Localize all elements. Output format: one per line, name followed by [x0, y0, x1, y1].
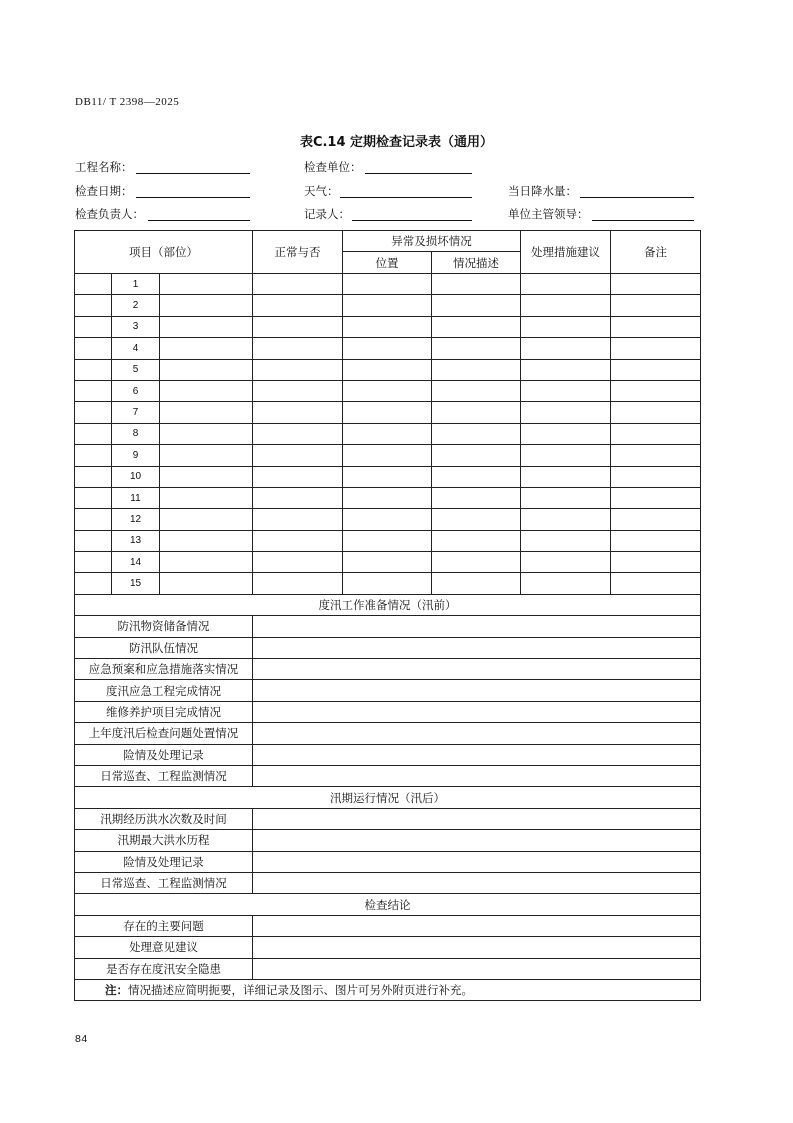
position-cell[interactable] — [343, 552, 432, 573]
header-position: 位置 — [343, 252, 432, 274]
table-row — [75, 466, 701, 487]
category-cell[interactable] — [75, 466, 112, 487]
project-name-field[interactable] — [75, 159, 133, 175]
weather-field[interactable] — [304, 183, 339, 199]
row-value[interactable] — [253, 958, 701, 979]
description-cell[interactable] — [432, 338, 521, 359]
unit-leader-label: 单位主管领导： — [508, 207, 589, 221]
position-cell[interactable] — [343, 445, 432, 466]
category-cell[interactable] — [75, 359, 112, 380]
measures-cell[interactable] — [521, 295, 611, 316]
row-value[interactable] — [253, 937, 701, 958]
section-header-conclusion — [75, 894, 701, 915]
part-cell[interactable] — [160, 402, 253, 423]
row-value[interactable] — [253, 659, 701, 680]
table-row — [75, 872, 701, 893]
inspection-unit-label: 检查单位： — [304, 160, 362, 174]
row-label: 度汛应急工程完成情况 — [75, 680, 253, 701]
measures-cell[interactable] — [521, 445, 611, 466]
category-cell[interactable] — [75, 338, 112, 359]
normal-cell[interactable] — [253, 402, 343, 423]
description-cell[interactable] — [432, 509, 521, 530]
position-cell[interactable] — [343, 487, 432, 508]
inspection-lead-label: 检查负责人： — [75, 207, 144, 221]
row-value[interactable] — [253, 723, 701, 744]
part-cell[interactable] — [160, 573, 253, 594]
description-cell[interactable] — [432, 359, 521, 380]
row-label: 汛期最大洪水历程 — [75, 830, 253, 851]
measures-cell[interactable] — [521, 552, 611, 573]
table-title: 表C.14 定期检查记录表（通用） — [299, 135, 494, 150]
table-row — [75, 744, 701, 765]
normal-cell[interactable] — [253, 552, 343, 573]
project-name-label: 工程名称： — [75, 160, 133, 174]
row-number: 14 — [112, 552, 160, 573]
section-header-pre-flood — [75, 594, 701, 615]
remarks-cell[interactable] — [611, 359, 701, 380]
inspection-date-line — [136, 197, 250, 198]
table-row — [75, 616, 701, 637]
category-cell[interactable] — [75, 509, 112, 530]
table-row — [75, 937, 701, 958]
inspection-lead-line — [148, 220, 250, 221]
row-label: 处理意见建议 — [75, 937, 253, 958]
unit-leader-field[interactable] — [508, 206, 589, 222]
measures-cell[interactable] — [521, 316, 611, 337]
recorder-field[interactable] — [304, 206, 350, 222]
recorder-line — [352, 220, 472, 221]
position-cell[interactable] — [343, 359, 432, 380]
measures-cell[interactable] — [521, 487, 611, 508]
normal-cell[interactable] — [253, 380, 343, 401]
row-number: 3 — [112, 316, 160, 337]
measures-cell[interactable] — [521, 402, 611, 423]
position-cell[interactable] — [343, 295, 432, 316]
row-number: 12 — [112, 509, 160, 530]
category-cell[interactable] — [75, 295, 112, 316]
description-cell[interactable] — [432, 423, 521, 444]
header-remarks: 备注 — [611, 231, 701, 274]
part-cell[interactable] — [160, 423, 253, 444]
position-cell[interactable] — [343, 380, 432, 401]
header-normal: 正常与否 — [253, 231, 343, 274]
description-cell[interactable] — [432, 573, 521, 594]
part-cell[interactable] — [160, 530, 253, 551]
rainfall-field[interactable] — [508, 183, 577, 199]
description-cell[interactable] — [432, 402, 521, 423]
table-row — [75, 723, 701, 744]
recorder-label: 记录人： — [304, 207, 350, 221]
row-number: 8 — [112, 423, 160, 444]
inspection-unit-line — [365, 173, 472, 174]
section-title-conclusion: 检查结论 — [75, 894, 701, 915]
table-row — [75, 487, 701, 508]
remarks-cell[interactable] — [611, 466, 701, 487]
category-cell[interactable] — [75, 530, 112, 551]
normal-cell[interactable] — [253, 359, 343, 380]
table-row — [75, 380, 701, 401]
row-value[interactable] — [253, 808, 701, 829]
table-row — [75, 423, 701, 444]
row-value[interactable] — [253, 872, 701, 893]
table-row — [75, 295, 701, 316]
category-cell[interactable] — [75, 316, 112, 337]
table-row — [75, 765, 701, 786]
description-cell[interactable] — [432, 552, 521, 573]
table-row — [75, 573, 701, 594]
row-value[interactable] — [253, 830, 701, 851]
row-number: 2 — [112, 295, 160, 316]
normal-cell[interactable] — [253, 423, 343, 444]
row-value[interactable] — [253, 637, 701, 658]
table-row — [75, 851, 701, 872]
table-row — [75, 445, 701, 466]
row-label: 汛期经历洪水次数及时间 — [75, 808, 253, 829]
part-cell[interactable] — [160, 487, 253, 508]
row-value[interactable] — [253, 744, 701, 765]
remarks-cell[interactable] — [611, 402, 701, 423]
rainfall-line — [580, 197, 694, 198]
row-number: 9 — [112, 445, 160, 466]
part-cell[interactable] — [160, 509, 253, 530]
row-number: 5 — [112, 359, 160, 380]
category-cell[interactable] — [75, 552, 112, 573]
row-number: 10 — [112, 466, 160, 487]
row-label: 防汛物资储备情况 — [75, 616, 253, 637]
row-value[interactable] — [253, 765, 701, 786]
category-cell[interactable] — [75, 274, 112, 295]
section-title-pre-flood: 度汛工作准备情况（汛前） — [75, 594, 701, 615]
table-row — [75, 509, 701, 530]
table-row — [75, 338, 701, 359]
table-row — [75, 701, 701, 722]
unit-leader-line — [592, 220, 694, 221]
row-value[interactable] — [253, 851, 701, 872]
header-abnormal: 异常及损坏情况 — [343, 231, 521, 252]
page-number: 84 — [75, 1033, 88, 1045]
position-cell[interactable] — [343, 402, 432, 423]
section-header-post-flood — [75, 787, 701, 808]
normal-cell[interactable] — [253, 338, 343, 359]
row-label: 上年度汛后检查问题处置情况 — [75, 723, 253, 744]
row-value[interactable] — [253, 915, 701, 936]
part-cell[interactable] — [160, 316, 253, 337]
description-cell[interactable] — [432, 445, 521, 466]
row-number: 15 — [112, 573, 160, 594]
part-cell[interactable] — [160, 445, 253, 466]
remarks-cell[interactable] — [611, 295, 701, 316]
remarks-cell[interactable] — [611, 380, 701, 401]
normal-cell[interactable] — [253, 509, 343, 530]
row-label: 险情及处理记录 — [75, 851, 253, 872]
table-row — [75, 915, 701, 936]
note-label: 注： — [105, 983, 128, 998]
row-number: 1 — [112, 274, 160, 295]
row-number: 13 — [112, 530, 160, 551]
row-label: 存在的主要问题 — [75, 915, 253, 936]
remarks-cell[interactable] — [611, 423, 701, 444]
part-cell[interactable] — [160, 359, 253, 380]
section-title-post-flood: 汛期运行情况（汛后） — [75, 787, 701, 808]
header-measures: 处理措施建议 — [521, 231, 611, 274]
description-cell[interactable] — [432, 295, 521, 316]
project-name-line — [136, 173, 250, 174]
description-cell[interactable] — [432, 530, 521, 551]
header-item: 项目（部位） — [75, 231, 253, 274]
table-row — [75, 659, 701, 680]
normal-cell[interactable] — [253, 466, 343, 487]
part-cell[interactable] — [160, 274, 253, 295]
remarks-cell[interactable] — [611, 509, 701, 530]
info-row-2 — [0, 183, 793, 199]
row-value[interactable] — [253, 701, 701, 722]
header-description: 情况描述 — [432, 252, 521, 274]
table-row — [75, 680, 701, 701]
measures-cell[interactable] — [521, 466, 611, 487]
table-row — [75, 830, 701, 851]
header-row-1 — [75, 231, 701, 252]
table-row — [75, 958, 701, 979]
note-cell — [75, 979, 701, 1000]
table-row — [75, 530, 701, 551]
remarks-cell[interactable] — [611, 573, 701, 594]
row-label: 维修养护项目完成情况 — [75, 701, 253, 722]
measures-cell[interactable] — [521, 338, 611, 359]
category-cell[interactable] — [75, 445, 112, 466]
description-cell[interactable] — [432, 274, 521, 295]
table-row — [75, 274, 701, 295]
row-label: 险情及处理记录 — [75, 744, 253, 765]
info-row-3 — [0, 206, 793, 222]
normal-cell[interactable] — [253, 274, 343, 295]
note-row — [75, 979, 701, 1000]
position-cell[interactable] — [343, 274, 432, 295]
normal-cell[interactable] — [253, 316, 343, 337]
normal-cell[interactable] — [253, 295, 343, 316]
row-label: 日常巡查、工程监测情况 — [75, 765, 253, 786]
category-cell[interactable] — [75, 380, 112, 401]
table-row — [75, 552, 701, 573]
table-row — [75, 808, 701, 829]
weather-label: 天气： — [304, 184, 339, 198]
row-label: 是否存在度汛安全隐患 — [75, 958, 253, 979]
weather-line — [340, 197, 472, 198]
category-cell[interactable] — [75, 487, 112, 508]
inspection-date-field[interactable] — [75, 183, 133, 199]
table-row — [75, 637, 701, 658]
description-cell[interactable] — [432, 466, 521, 487]
normal-cell[interactable] — [253, 530, 343, 551]
remarks-cell[interactable] — [611, 274, 701, 295]
row-number: 11 — [112, 487, 160, 508]
category-cell[interactable] — [75, 423, 112, 444]
remarks-cell[interactable] — [611, 338, 701, 359]
position-cell[interactable] — [343, 423, 432, 444]
position-cell[interactable] — [343, 338, 432, 359]
table-row — [75, 359, 701, 380]
position-cell[interactable] — [343, 316, 432, 337]
normal-cell[interactable] — [253, 445, 343, 466]
description-cell[interactable] — [432, 380, 521, 401]
part-cell[interactable] — [160, 466, 253, 487]
inspection-unit-field[interactable] — [304, 159, 362, 175]
table-row — [75, 316, 701, 337]
row-value[interactable] — [253, 680, 701, 701]
remarks-cell[interactable] — [611, 487, 701, 508]
part-cell[interactable] — [160, 552, 253, 573]
measures-cell[interactable] — [521, 423, 611, 444]
category-cell[interactable] — [75, 402, 112, 423]
part-cell[interactable] — [160, 338, 253, 359]
remarks-cell[interactable] — [611, 530, 701, 551]
info-row-1 — [0, 159, 793, 175]
position-cell[interactable] — [343, 509, 432, 530]
inspection-date-label: 检查日期： — [75, 184, 133, 198]
standard-code: DB11/ T 2398—2025 — [75, 96, 180, 108]
table-row — [75, 402, 701, 423]
measures-cell[interactable] — [521, 380, 611, 401]
measures-cell[interactable] — [521, 530, 611, 551]
part-cell[interactable] — [160, 295, 253, 316]
measures-cell[interactable] — [521, 359, 611, 380]
row-label: 防汛队伍情况 — [75, 637, 253, 658]
position-cell[interactable] — [343, 573, 432, 594]
remarks-cell[interactable] — [611, 316, 701, 337]
remarks-cell[interactable] — [611, 445, 701, 466]
row-value[interactable] — [253, 616, 701, 637]
row-label: 应急预案和应急措施落实情况 — [75, 659, 253, 680]
measures-cell[interactable] — [521, 573, 611, 594]
row-number: 6 — [112, 380, 160, 401]
inspection-record-table — [74, 230, 701, 1001]
inspection-lead-field[interactable] — [75, 206, 144, 222]
row-number: 7 — [112, 402, 160, 423]
rainfall-label: 当日降水量： — [508, 184, 577, 198]
description-cell[interactable] — [432, 487, 521, 508]
position-cell[interactable] — [343, 466, 432, 487]
measures-cell[interactable] — [521, 509, 611, 530]
note-text: 情况描述应简明扼要，详细记录及图示、图片可另外附页进行补充。 — [128, 983, 473, 998]
measures-cell[interactable] — [521, 274, 611, 295]
part-cell[interactable] — [160, 380, 253, 401]
normal-cell[interactable] — [253, 573, 343, 594]
row-label: 日常巡查、工程监测情况 — [75, 872, 253, 893]
row-number: 4 — [112, 338, 160, 359]
category-cell[interactable] — [75, 573, 112, 594]
position-cell[interactable] — [343, 530, 432, 551]
remarks-cell[interactable] — [611, 552, 701, 573]
description-cell[interactable] — [432, 316, 521, 337]
normal-cell[interactable] — [253, 487, 343, 508]
